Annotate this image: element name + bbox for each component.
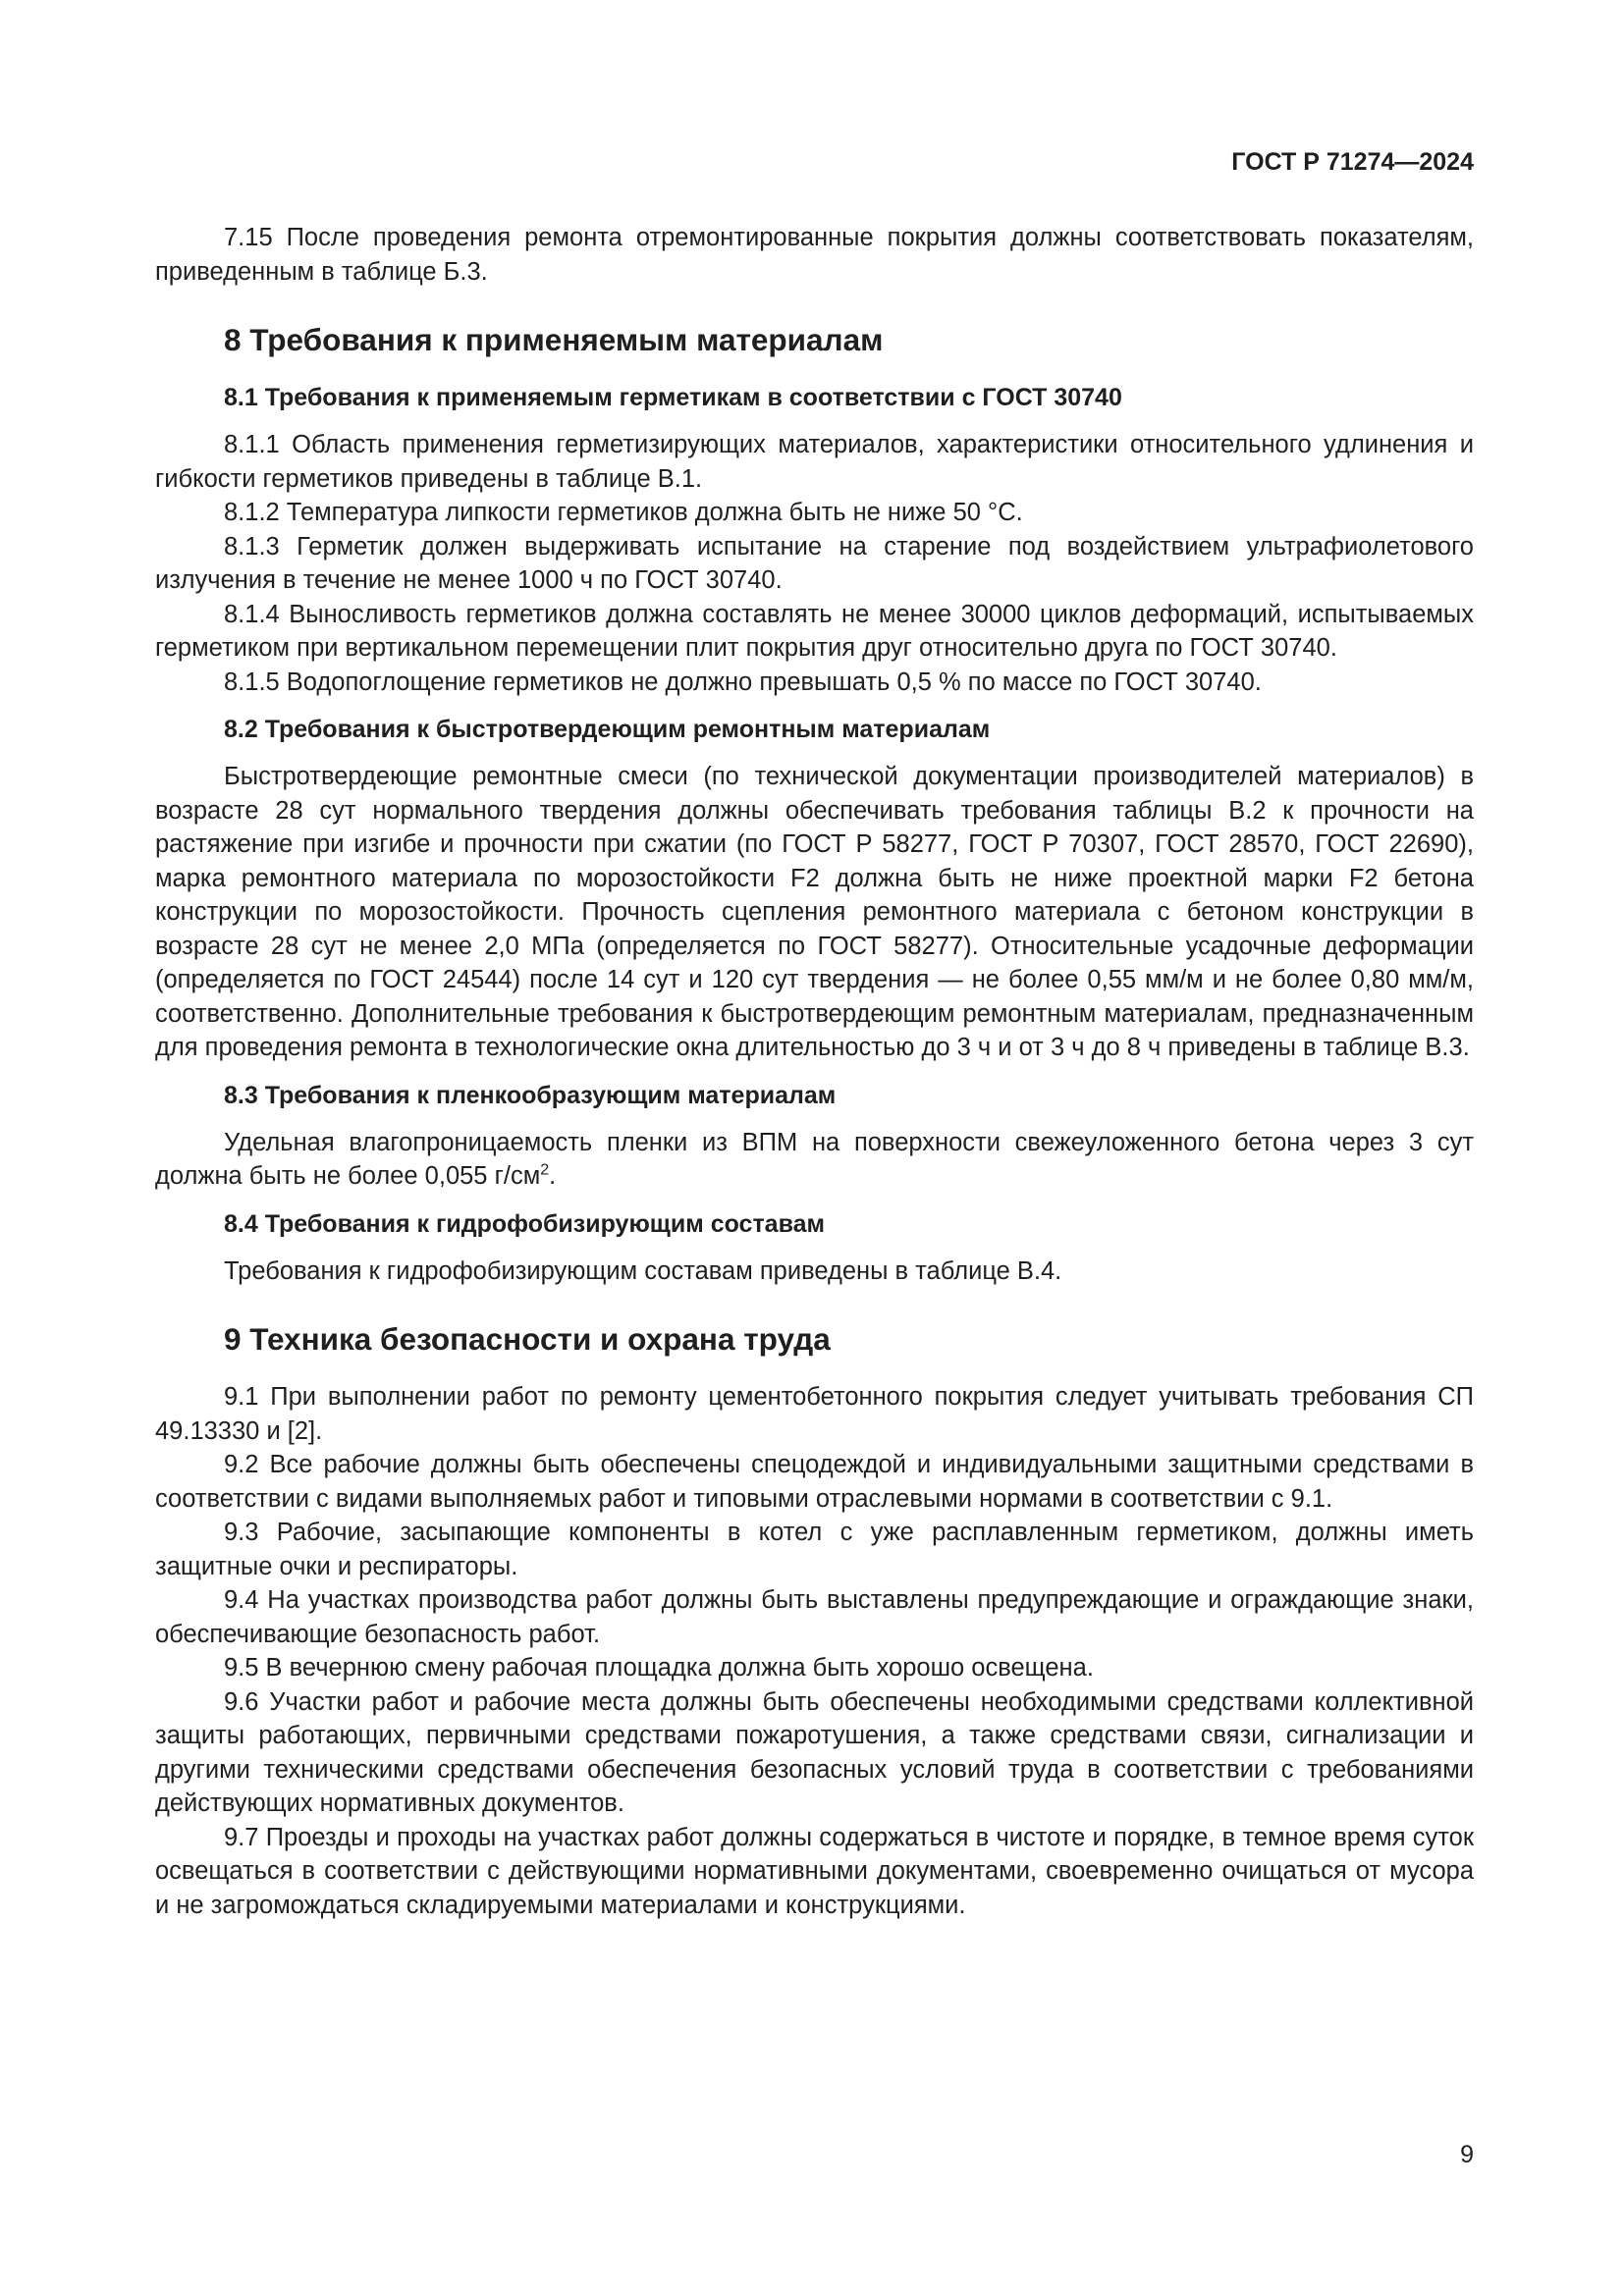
paragraph-8-1-2: 8.1.2 Температура липкости герметиков должна быть не ниже 50 °С.: [224, 499, 1023, 526]
paragraph-8-1-1: 8.1.1 Область применения герметизирующих материалов, характеристики относительного удлинения и гибкости герметиков приведены в таблице В.1.: [155, 431, 1474, 493]
subsection-8-1-title: 8.1 Требования к применяемым герметикам в соответствии с ГОСТ 30740: [224, 384, 1122, 411]
paragraph-8-1-3: 8.1.3 Герметик должен выдерживать испытание на старение под воздействием ультрафиолетового излучения в течение не менее 1000 ч по ГОСТ 30740.: [155, 532, 1474, 594]
document-code-header: ГОСТ Р 71274—2024: [1231, 148, 1474, 176]
subsection-8-4-title: 8.4 Требования к гидрофобизирующим составам: [224, 1209, 826, 1238]
paragraph-9-4: 9.4 На участках производства работ должны быть выставлены предупреждающие и ограждающие знаки, обеспечивающие безопасность работ.: [155, 1586, 1474, 1648]
paragraph-7-15: 7.15 После проведения ремонта отремонтированные покрытия должны соответствовать показателям, приведенным в таблице Б.3.: [155, 224, 1474, 286]
superscript-2: 2: [540, 1161, 550, 1179]
page-content: [155, 221, 1474, 1922]
paragraph-8-3-end: .: [549, 1162, 557, 1190]
paragraph-8-2: Быстротвердеющие ремонтные смеси (по технической документации производителей материалов) в возрасте 28 сут нормального твердения должны обеспечивать требования таблицы В.2 к прочности на растяжение при изгибе и прочности при сжатии (по ГОСТ Р 58277, ГОСТ Р 70307, ГОСТ 28570, ГОСТ 22690), марка ремонтного материала по морозостойкости F2 должна быть не ниже проектной марки F2 бетона конструкции по морозостойкости. Прочность сцепления ремонтного материала с бетоном конструкции в возрасте 28 сут не менее 2,0 МПа (определяется по ГОСТ 58277). Относительные усадочные деформации (определяется по ГОСТ 24544) после 14 сут и 120 сут твердения — не более 0,55 мм/м и не более 0,80 мм/м, соответственно. Дополнительные требования к быстротвердеющим ремонтным материалам, предназначенным для проведения ремонта в технологические окна длительностью до 3 ч и от 3 ч до 8 ч приведены в таблице В.3.: [155, 763, 1474, 1061]
section-8-title: 8 Требования к применяемым материалам: [224, 322, 884, 357]
paragraph-9-1: 9.1 При выполнении работ по ремонту цементобетонного покрытия следует учитывать требования СП 49.13330 и [2].: [155, 1383, 1474, 1445]
paragraph-9-7: 9.7 Проезды и проходы на участках работ должны содержаться в чистоте и порядке, в темное время суток освещаться в соответствии с действующими нормативными документами, своевременно очищаться от мусора и не загромождаться складируемыми материалами и конструкциями.: [155, 1823, 1474, 1919]
paragraph-8-4: Требования к гидрофобизирующим составам приведены в таблице В.4.: [224, 1256, 1062, 1285]
subsection-8-2-title: 8.2 Требования к быстротвердеющим ремонтным материалам: [224, 716, 991, 743]
paragraph-8-3: [155, 1126, 1474, 1194]
paragraph-9-5: 9.5 В вечернюю смену рабочая площадка должна быть хорошо освещена.: [224, 1654, 1094, 1682]
paragraph-9-6: 9.6 Участки работ и рабочие места должны быть обеспечены необходимыми средствами коллективной защиты работающих, первичными средствами пожаротушения, а также средствами связи, сигнализации и другими техническими средствами обеспечения безопасных условий труда в соответствии с требованиями действующих нормативных документов.: [155, 1687, 1474, 1817]
section-9-title: 9 Техника безопасности и охрана труда: [224, 1321, 831, 1357]
paragraph-9-3: 9.3 Рабочие, засыпающие компоненты в котел с уже расплавленным герметиком, должны иметь защитные очки и респираторы.: [155, 1519, 1474, 1580]
page-number: 9: [1460, 2141, 1474, 2168]
paragraph-8-1-5: 8.1.5 Водопоглощение герметиков не должно превышать 0,5 % по массе по ГОСТ 30740.: [224, 667, 1262, 696]
subsection-8-3-title: 8.3 Требования к пленкообразующим материалам: [224, 1081, 837, 1109]
paragraph-9-2: 9.2 Все рабочие должны быть обеспечены спецодеждой и индивидуальными защитными средствами в соответствии с видами выполняемых работ и типовыми отраслевыми нормами в соответствии с 9.1.: [155, 1451, 1474, 1513]
paragraph-8-3-text: Удельная влагопроницаемость пленки из ВПМ на поверхности свежеуложенного бетона через 3 сут должна быть не более 0,055 г/см: [155, 1128, 1474, 1190]
paragraph-8-1-4: 8.1.4 Выносливость герметиков должна составлять не менее 30000 циклов деформаций, испытываемых герметиком при вертикальном перемещении плит покрытия друг относительно друга по ГОСТ 30740.: [155, 600, 1474, 662]
